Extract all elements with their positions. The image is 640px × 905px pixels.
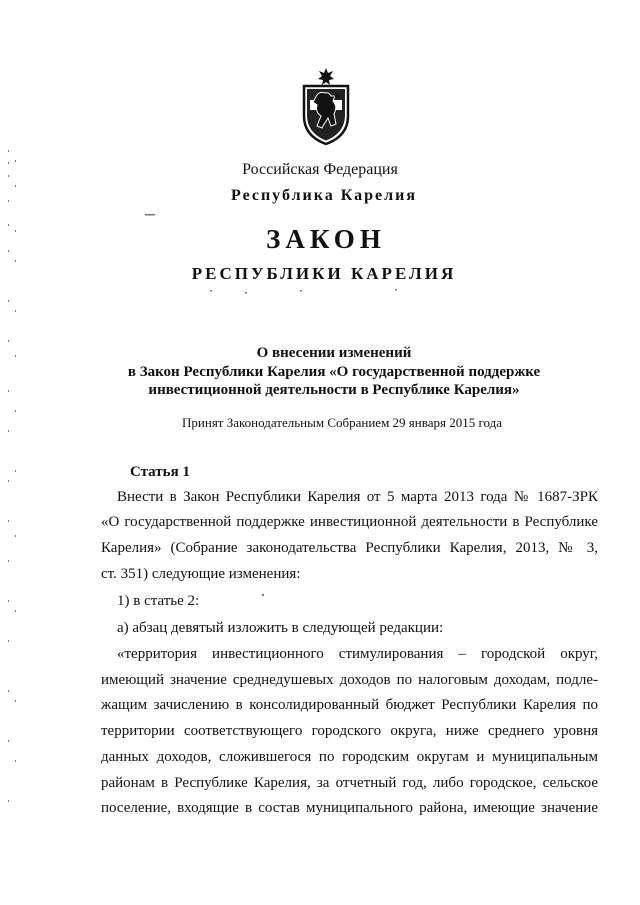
article-heading: Статья 1 bbox=[130, 464, 190, 480]
article-line: Карелия» (Собрание законодательства Республики Карелия, 2013, № 3, bbox=[101, 540, 598, 556]
article-line: данных доходов, сложившегося по городским округам и муниципальным bbox=[101, 749, 598, 765]
title-line-2: в Закон Республики Карелия «О государственной поддержке bbox=[127, 364, 541, 380]
document-issuer: РЕСПУБЛИКИ КАРЕЛИЯ bbox=[191, 264, 457, 283]
article-line: поселение, входящие в состав муниципального района, имеющие значение bbox=[101, 800, 598, 816]
article-line: районам в Республике Карелия, за отчетный год, либо городское, сельское bbox=[101, 775, 598, 791]
adoption-date-line: Принят Законодательным Собранием 29 января 2015 года bbox=[182, 415, 502, 430]
republic-name: Республика Карелия bbox=[231, 187, 417, 204]
article-line: а) абзац девятый изложить в следующей редакции: bbox=[117, 620, 444, 636]
article-line: 1) в статье 2: bbox=[117, 593, 200, 609]
title-line-3: инвестиционной деятельности в Республике Карелия» bbox=[148, 382, 520, 398]
karelia-coat-of-arms-icon bbox=[298, 66, 354, 146]
title-line-1: О внесении изменений bbox=[256, 345, 412, 361]
article-line: имеющий значение среднедушевых доходов по налоговым доходам, подле- bbox=[101, 672, 598, 688]
document-type: ЗАКОН bbox=[266, 224, 386, 254]
article-line: территории соответствующего городского округа, ниже среднего уровня bbox=[101, 723, 598, 739]
article-line: ст. 351) следующие изменения: bbox=[101, 566, 301, 582]
article-line: «О государственной поддержке инвестиционной деятельности в Республике bbox=[101, 514, 598, 530]
article-line: Внести в Закон Республики Карелия от 5 марта 2013 года № 1687-ЗРК bbox=[117, 489, 598, 505]
article-line: жащим зачислению в консолидированный бюджет Республики Карелия по bbox=[101, 697, 598, 713]
article-line: «территория инвестиционного стимулирования – городской округ, bbox=[117, 646, 598, 662]
country-name: Российская Федерация bbox=[242, 161, 398, 178]
